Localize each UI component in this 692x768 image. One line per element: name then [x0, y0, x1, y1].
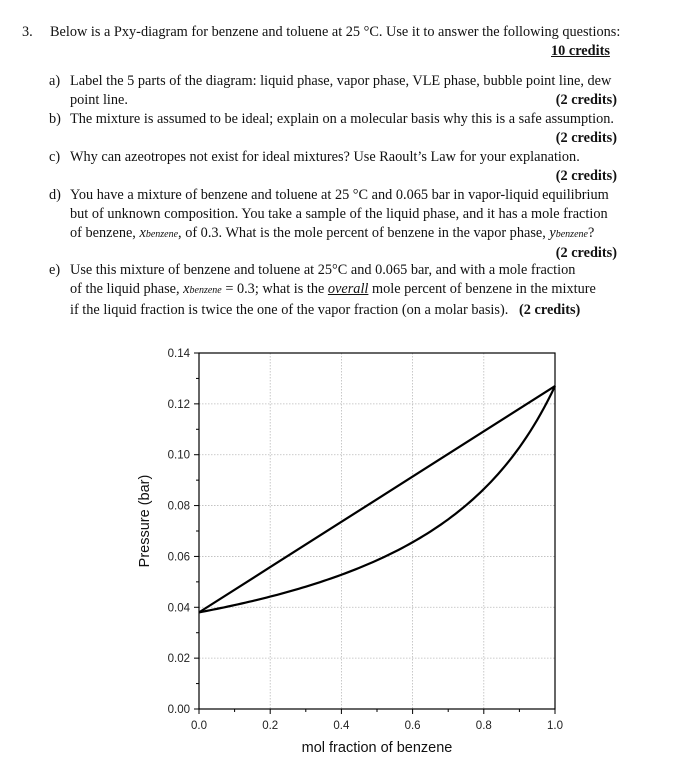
bubble-point-line: [199, 386, 555, 612]
text-fragment: of benzene,: [70, 224, 140, 241]
x-tick-label: 1.0: [547, 720, 563, 732]
plot-frame: [199, 353, 555, 709]
item-text-line: You have a mixture of benzene and toluene at 25 °C and 0.065 bar in vapor-liquid equilibrium: [70, 187, 609, 203]
y-tick-label: 0.08: [167, 500, 190, 513]
chart-curves: [199, 386, 555, 612]
item-credits: (2 credits): [555, 91, 617, 108]
y-tick-label: 0.04: [167, 602, 190, 615]
x-tick-label: 0.8: [475, 720, 492, 732]
emphasis-overall: overall: [327, 280, 369, 297]
y-tick-label: 0.14: [167, 348, 190, 360]
item-credits: (2 credits): [519, 301, 581, 318]
subscript-benzene: benzene: [555, 228, 588, 240]
axis-ticks: [194, 353, 555, 714]
variable-x: x: [183, 280, 190, 297]
y-tick-label: 0.00: [167, 704, 190, 716]
item-label: b): [49, 111, 61, 127]
question-number: 3.: [22, 24, 33, 40]
variable-y: y: [549, 224, 556, 241]
variable-x: x: [139, 224, 146, 241]
text-fragment: = 0.3; what is the: [221, 280, 328, 297]
item-text-line: point line.: [70, 91, 128, 108]
y-tick-label: 0.02: [167, 653, 190, 666]
y-axis-title: Pressure (bar): [137, 474, 153, 568]
question-intro: Below is a Pxy-diagram for benzene and toluene at 25 °C. Use it to answer the following questions:: [50, 24, 621, 40]
item-text-line: The mixture is assumed to be ideal; explain on a molecular basis why this is a safe assumption.: [70, 111, 614, 127]
subscript-benzene: benzene: [189, 284, 222, 296]
subscript-benzene: benzene: [145, 228, 179, 240]
text-fragment: ?: [587, 224, 595, 241]
x-tick-label: 0.4: [333, 720, 350, 732]
y-axis-tick-labels: [168, 348, 191, 716]
item-text-line: but of unknown composition. You take a sample of the liquid phase, and it has a mole fraction: [70, 205, 608, 222]
total-credits: 10 credits: [551, 43, 610, 59]
y-tick-label: 0.12: [167, 398, 190, 411]
x-axis-tick-labels: [191, 720, 563, 732]
item-credits: (2 credits): [555, 129, 617, 146]
text-fragment: if the liquid fraction is twice the one of the vapor fraction (on a molar basis).: [70, 301, 509, 318]
item-label: d): [49, 187, 61, 203]
x-tick-label: 0.6: [404, 720, 421, 732]
item-label: a): [49, 73, 61, 89]
chart-grid: [199, 353, 555, 709]
text-fragment: , of 0.3. What is the mole percent of benzene in the vapor phase,: [178, 224, 550, 241]
item-credits: (2 credits): [555, 167, 617, 184]
x-tick-label: 0.0: [191, 720, 207, 732]
x-tick-label: 0.2: [262, 720, 279, 732]
text-fragment: of the liquid phase,: [70, 280, 184, 297]
item-text-line: Why can azeotropes not exist for ideal mixtures? Use Raoult’s Law for your explanation.: [70, 149, 580, 165]
item-text-line: Use this mixture of benzene and toluene at 25°C and 0.065 bar, and with a mole fraction: [70, 262, 576, 278]
item-label: e): [49, 262, 61, 278]
item-credits: (2 credits): [555, 245, 617, 262]
item-text-line: Label the 5 parts of the diagram: liquid phase, vapor phase, VLE phase, bubble point line, dew: [70, 73, 612, 89]
item-label: c): [49, 149, 61, 165]
y-tick-label: 0.10: [167, 449, 190, 462]
y-tick-label: 0.06: [167, 551, 190, 564]
text-fragment: mole percent of benzene in the mixture: [368, 280, 596, 297]
x-axis-title: mol fraction of benzene: [301, 740, 453, 756]
